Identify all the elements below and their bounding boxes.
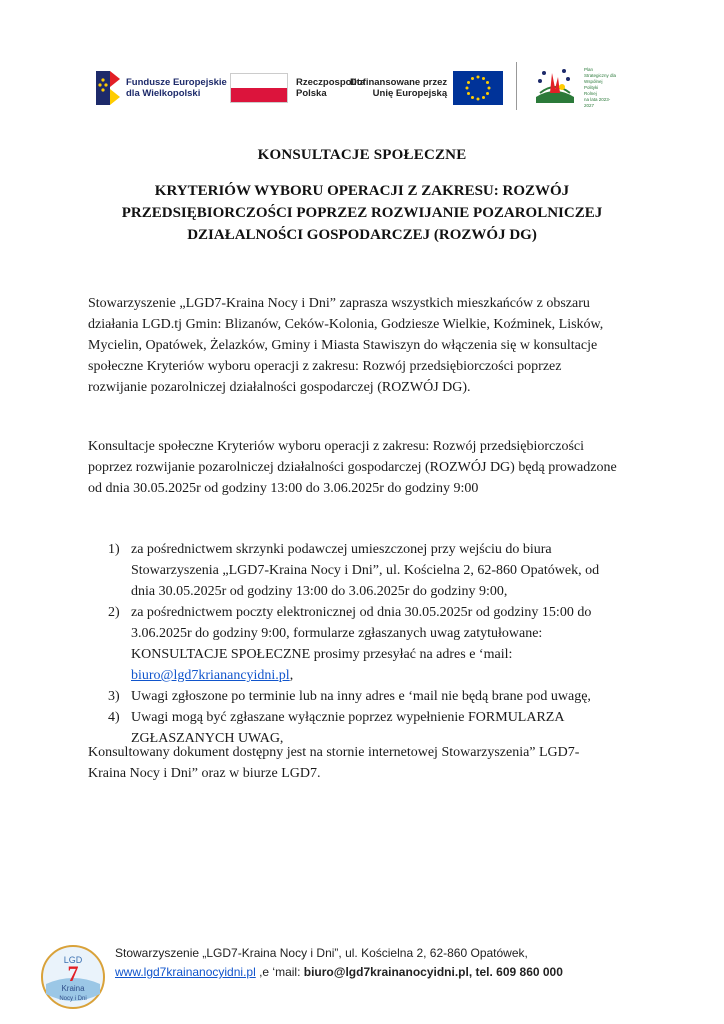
footer-contact (115, 944, 615, 982)
logo-divider (516, 62, 517, 110)
subtitle-line: PRZEDSIĘBIORCZOŚCI POPRZEZ ROZWIJANIE POZAROLNICZEJ (121, 205, 603, 221)
ue-line2: Unię Europejską (372, 88, 448, 99)
paragraph-line: Stowarzyszenie „LGD7-Kraina Nocy i Dni” zaprasza wszystkich mieszkańców z obszaru (88, 296, 590, 311)
fundusze-europejskie-logo (96, 60, 227, 116)
ue-logo (350, 60, 503, 116)
footer-address: Stowarzyszenie „LGD7-Kraina Nocy i Dni”, ul. Kościelna 2, 62-860 Opatówek, (115, 946, 528, 960)
paragraph-line: Konsultowany dokument dostępny jest na stornie internetowej Stowarzyszenia” LGD7- (88, 745, 580, 760)
rzeczpospolita-logo (230, 60, 365, 116)
lgd7-logo (40, 944, 106, 1010)
eu-flag-icon (453, 71, 503, 105)
list-line: Uwagi mogą być zgłaszane wyłącznie poprzez wypełnienie FORMULARZA (131, 710, 565, 725)
paragraph-line: działania LGD.tj Gmin: Blizanów, Ceków-Kolonia, Godziesze Wielkie, Koźminek, Lisków, (88, 317, 604, 332)
prow-logo (532, 60, 620, 116)
list-item (108, 602, 644, 686)
paragraph-line: Mycielin, Opatówek, Żelazków, Gminy i Miasta Stawiszyn do włączenia się w konsultacje (88, 338, 598, 353)
document-availability-paragraph (88, 742, 644, 784)
logo-nocy-text: Nocy i Dni (59, 996, 87, 1002)
logo-bar (88, 60, 648, 116)
polish-flag-icon (230, 73, 288, 103)
list-line: Stowarzyszenia „LGD7-Kraina Nocy i Dni”, ul. Kościelna 2, 62-860 Opatówek, od (131, 563, 600, 578)
list-number: 3) (108, 689, 120, 704)
footer-email-prefix: ,e ‘mail: (255, 965, 304, 979)
subtitle-line: DZIAŁALNOŚCI GOSPODARCZEJ (ROZWÓJ DG) (187, 227, 537, 243)
list-line: 3.06.2025r do godziny 9:00, formularze zgłaszanych uwag zatytułowane: (131, 626, 543, 641)
rp-line1: Rzeczpospolita (296, 77, 366, 88)
logo-lgd-text: LGD (63, 955, 83, 965)
fe-mark-icon (96, 71, 120, 105)
schedule-paragraph (88, 436, 644, 499)
list-line: za pośrednictwem poczty elektronicznej od dnia 30.05.2025r od godziny 15:00 do (131, 605, 592, 620)
prow-line1: Plan (584, 67, 594, 72)
list-line: Uwagi zgłoszone po terminie lub na inny adres e ‘mail nie będą brane pod uwagę, (131, 689, 591, 704)
submission-methods-list (108, 539, 644, 749)
prow-emblem-icon (532, 63, 578, 114)
list-item (108, 539, 644, 602)
footer-phone: , tel. 609 860 000 (468, 965, 563, 979)
link-suffix: , (289, 668, 294, 683)
paragraph-line: rozwijanie pozarolniczej działalności gospodarczej (ROZWÓJ DG). (88, 380, 471, 395)
footer-email: biuro@lgd7krainanocyidni.pl (303, 965, 469, 979)
prow-line4: Polityki (584, 85, 599, 90)
list-number: 1) (108, 542, 120, 557)
list-line: dnia 30.05.2025r od godziny 13:00 do 3.06.2025r do godziny 9:00, (131, 584, 508, 599)
intro-paragraph (88, 293, 644, 398)
paragraph-line: Kraina Nocy i Dni” oraz w biurze LGD7. (88, 766, 321, 781)
prow-line6: na lata 2023-2027 (584, 97, 611, 108)
logo-kraina-text: Kraina (61, 984, 85, 993)
prow-line3: Wspólnej (584, 79, 603, 84)
list-line (131, 665, 644, 686)
fe-line1: Fundusze Europejskie (126, 77, 227, 88)
prow-line5: Rolnej (584, 91, 597, 96)
list-number: 2) (108, 605, 120, 620)
list-line: ZGŁASZANYCH UWAG, (131, 731, 284, 746)
document-title: KONSULTACJE SPOŁECZNE (257, 147, 467, 163)
document-subtitle (90, 180, 634, 246)
ue-line1: Dofinansowane przez (350, 77, 448, 88)
list-item (108, 686, 644, 707)
paragraph-line: Konsultacje społeczne Kryteriów wyboru operacji z zakresu: Rozwój przedsiębiorczości (88, 439, 585, 454)
logo-seven-text: 7 (67, 961, 79, 986)
email-link[interactable]: biuro@lgd7krianancyidni.pl (131, 668, 290, 683)
subtitle-line: KRYTERIÓW WYBORU OPERACJI Z ZAKRESU: ROZWÓJ (154, 183, 570, 199)
fe-line2: dla Wielkopolski (126, 88, 201, 99)
rp-line2: Polska (296, 88, 327, 99)
list-number: 4) (108, 710, 120, 725)
list-line: KONSULTACJE SPOŁECZNE prosimy przesyłać na adres e ‘mail: (131, 647, 513, 662)
paragraph-line: poprzez rozwijanie pozarolniczej działalności gospodarczej (ROZWÓJ DG) będą prowadzone (88, 460, 617, 475)
website-link[interactable]: www.lgd7krainanocyidni.pl (115, 965, 256, 979)
prow-line2: Strategiczny dla (584, 73, 617, 78)
paragraph-line: społeczne Kryteriów wyboru operacji z zakresu: Rozwój przedsiębiorczości poprzez (88, 359, 562, 374)
paragraph-line: od dnia 30.05.2025r od godziny 13:00 do 3.06.2025r do godziny 9:00 (88, 481, 479, 496)
list-line: za pośrednictwem skrzynki podawczej umieszczonej przy wejściu do biura (131, 542, 552, 557)
footer-contact-line (115, 963, 615, 982)
